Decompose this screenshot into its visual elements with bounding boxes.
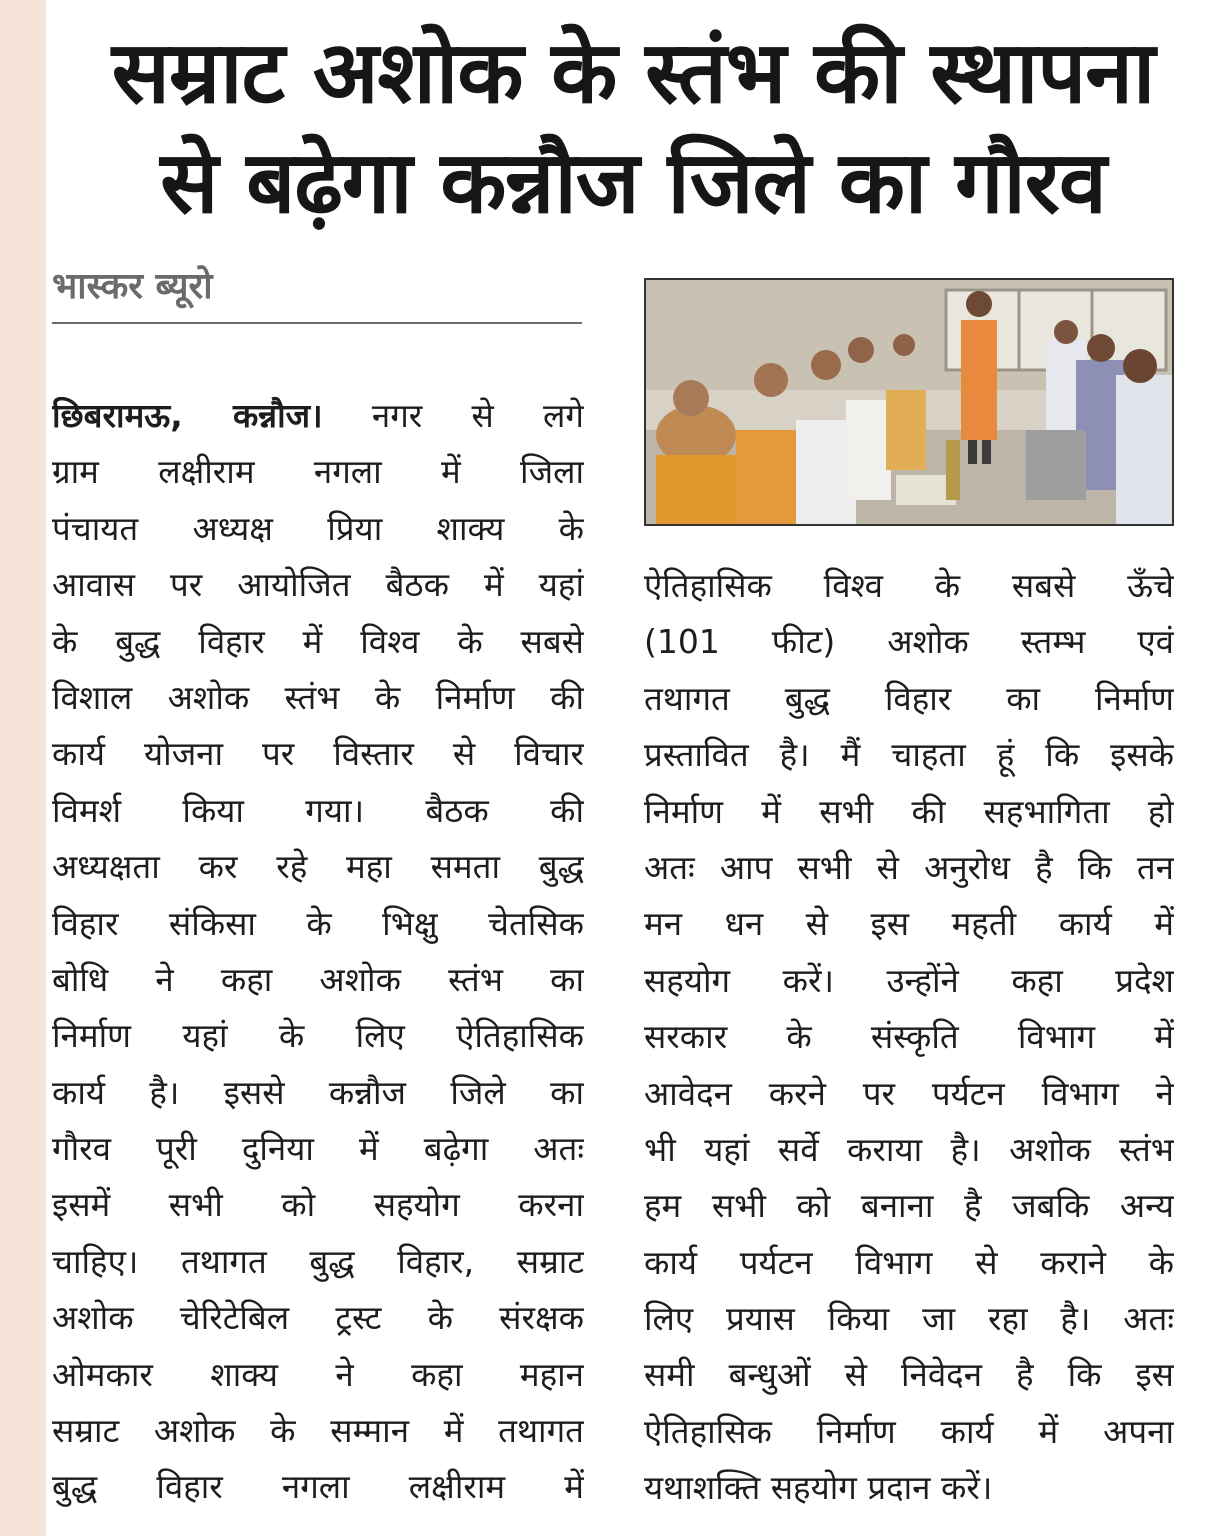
article-line: अशोक चेरिटेबिल ट्रस्ट के संरक्षक — [52, 1298, 584, 1338]
article-line: निर्माण यहां के लिए ऐतिहासिक — [52, 1016, 584, 1056]
article-line: सम्राट अशोक के सम्मान में तथागत — [52, 1411, 584, 1451]
article-line: आवास पर आयोजित बैठक में यहां — [52, 565, 584, 605]
article-line: विमर्श किया गया। बैठक की — [52, 790, 584, 830]
article-line: लिए प्रयास किया जा रहा है। अतः — [644, 1299, 1174, 1339]
dateline: छिबरामऊ, कन्नौज। — [52, 396, 323, 435]
article-line: मन धन से इस महती कार्य में — [644, 904, 1174, 944]
article-line: प्रस्तावित है। मैं चाहता हूं कि इसके — [644, 735, 1174, 775]
article-line: अध्यक्षता कर रहे महा समता बुद्ध — [52, 847, 584, 887]
article-line: तथागत बुद्ध विहार का निर्माण — [644, 678, 1174, 718]
article-line: विशाल अशोक स्तंभ के निर्माण की — [52, 677, 584, 717]
article-line-text: नगर से लगे — [371, 396, 584, 435]
article-line: (101 फीट) अशोक स्तम्भ एवं — [644, 622, 1174, 662]
article-line: कार्य योजना पर विस्तार से विचार — [52, 734, 584, 774]
article-line: सहयोग करें। उन्होंने कहा प्रदेश — [644, 960, 1174, 1000]
article-line: अतः आप सभी से अनुरोध है कि तन — [644, 847, 1174, 887]
article-line: कार्य है। इससे कन्नौज जिले का — [52, 1072, 584, 1112]
article-line: भी यहां सर्वे कराया है। अशोक स्तंभ — [644, 1129, 1174, 1169]
article-line: इसमें सभी को सहयोग करना — [52, 1185, 584, 1225]
article-line: आवेदन करने पर पर्यटन विभाग ने — [644, 1073, 1174, 1113]
article-line: बुद्ध विहार नगला लक्षीराम में — [52, 1467, 584, 1507]
article-line: ओमकार शाक्य ने कहा महान — [52, 1354, 584, 1394]
article-line: बोधि ने कहा अशोक स्तंभ का — [52, 959, 584, 999]
article-line: ऐतिहासिक विश्व के सबसे ऊँचे — [644, 566, 1174, 605]
article-line: यथाशक्ति सहयोग प्रदान करें। — [644, 1468, 993, 1508]
article-line: हम सभी को बनाना है जबकि अन्य — [644, 1186, 1174, 1226]
article-line: चाहिए। तथागत बुद्ध विहार, सम्राट — [52, 1241, 584, 1281]
article-line: निर्माण में सभी की सहभागिता हो — [644, 791, 1174, 831]
headline-line-2: से बढ़ेगा कन्नौज जिले का गौरव — [160, 133, 1106, 233]
article-column-right — [644, 558, 1174, 1517]
page-margin-strip — [0, 0, 46, 1536]
article-line: सरकार के संस्कृति विभाग में — [644, 1017, 1174, 1057]
article-line: समी बन्धुओं से निवेदन है कि इस — [644, 1355, 1174, 1395]
article-line: ऐतिहासिक निर्माण कार्य में अपना — [644, 1411, 1174, 1451]
article-column-left — [52, 388, 584, 1516]
article-line: गौरव पूरी दुनिया में बढ़ेगा अतः — [52, 1129, 584, 1169]
meeting-photo — [644, 278, 1174, 526]
article-line: कार्य पर्यटन विभाग से कराने के — [644, 1242, 1174, 1282]
article-line: के बुद्ध विहार में विश्व के सबसे — [52, 621, 584, 661]
headline — [46, 18, 1220, 238]
article-line — [52, 388, 584, 444]
photo-illustration — [646, 280, 1172, 524]
article-line: विहार संकिसा के भिक्षु चेतसिक — [52, 903, 584, 943]
headline-line-1: सम्राट अशोक के स्तंभ की स्थापना — [111, 23, 1155, 123]
article-line: पंचायत अध्यक्ष प्रिया शाक्य के — [52, 508, 584, 548]
article-line: ग्राम लक्षीराम नगला में जिला — [52, 452, 584, 492]
byline: भास्कर ब्यूरो — [52, 262, 582, 324]
